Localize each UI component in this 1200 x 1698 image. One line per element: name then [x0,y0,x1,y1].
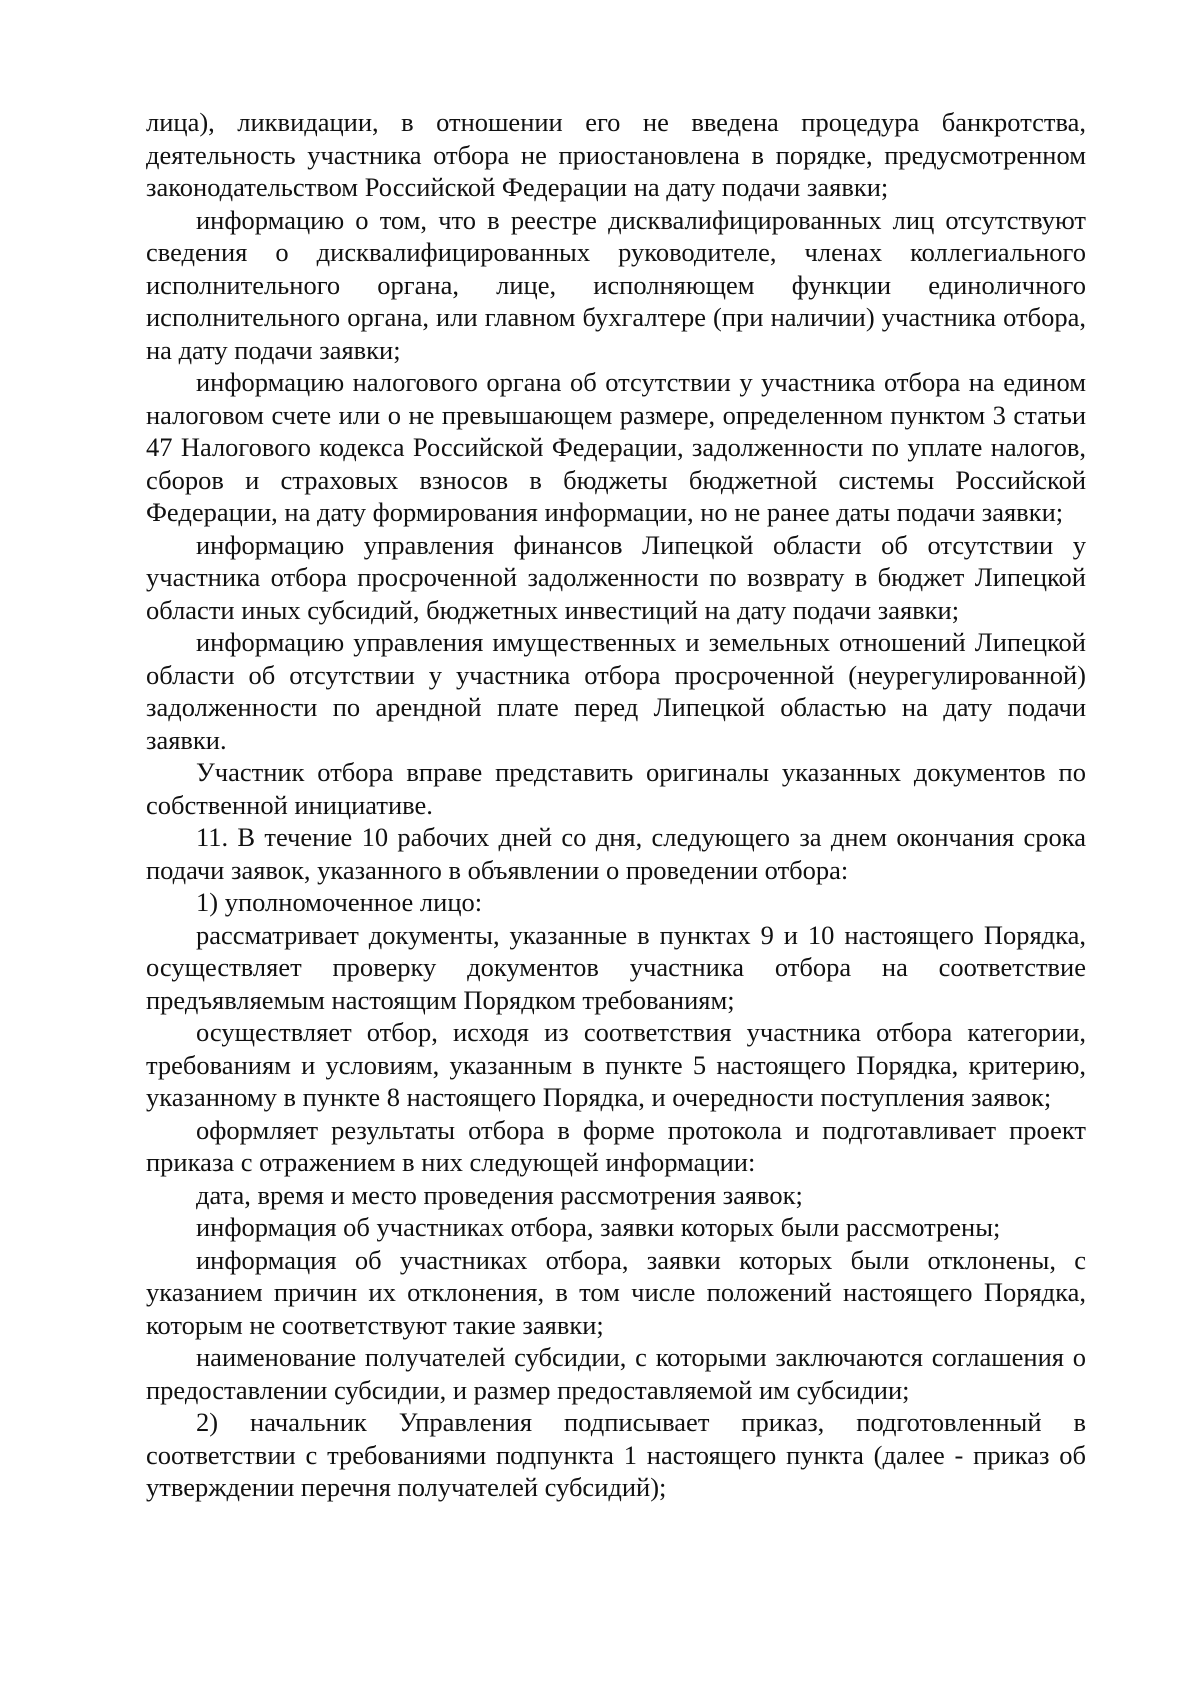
paragraph-rejected-applications: информация об участниках отбора, заявки которых были отклонены, с указанием причин их отклонения, в том числе положений настоящего Порядка, которым не соответствуют такие заявки; [146,1244,1086,1340]
document-body [146,106,1086,1504]
paragraph-property-department: информацию управления имущественных и земельных отношений Липецкой области об отсутствии у участника отбора просроченной (неурегулированной) задолженности по арендной плате перед Липецкой областью на дату подачи заявки. [146,627,1086,755]
paragraph-item-11: 11. В течение 10 рабочих дней со дня, следующего за днем окончания срока подачи заявок, указанного в объявлении о проведении отбора: [146,822,1086,885]
paragraph-subitem-2: 2) начальник Управления подписывает приказ, подготовленный в соответствии с требованиями подпункта 1 настоящего пункта (далее - приказ об утверждении перечня получателей субсидий); [146,1407,1086,1502]
paragraph-originals: Участник отбора вправе представить оригиналы указанных документов по собственной инициативе. [146,757,1086,820]
paragraph-selection: осуществляет отбор, исходя из соответствия участника отбора категории, требованиям и условиям, указанным в пункте 5 настоящего Порядка, критерию, указанному в пункте 8 настоящего Порядка, и очередности поступления заявок; [146,1017,1086,1112]
paragraph-tax-authority: информацию налогового органа об отсутствии у участника отбора на едином налоговом счете или о не превышающем размере, определенном пунктом 3 статьи 47 Налогового кодекса Российской Федерации, задолженности по уплате налогов, сборов и страховых взносов в бюджеты бюджетной системы Российской Федерации, на дату формирования информации, но не ранее даты подачи заявки; [146,367,1086,527]
paragraph-recipients: наименование получателей субсидии, с которыми заключаются соглашения о предоставлении субсидии, и размер предоставляемой им субсидии; [146,1342,1086,1405]
paragraph-disqualified-persons: информацию о том, что в реестре дисквалифицированных лиц отсутствуют сведения о дисквалифицированных руководителе, членах коллегиального исполнительного органа, лице, исполняющем функции единоличного исполнительного органа, или главном бухгалтере (при наличии) участника отбора, на дату подачи заявки; [146,204,1086,365]
paragraph-protocol: оформляет результаты отбора в форме протокола и подготавливает проект приказа с отражением в них следующей информации: [146,1114,1086,1177]
paragraph-continuation: лица), ликвидации, в отношении его не введена процедура банкротства, деятельность участника отбора не приостановлена в порядке, предусмотренном законодательством Российской Федерации на дату подачи заявки; [146,107,1086,202]
paragraph-reviews-documents: рассматривает документы, указанные в пунктах 9 и 10 настоящего Порядка, осуществляет проверку документов участника отбора на соответствие предъявляемым настоящим Порядком требованиям; [146,919,1086,1015]
paragraph-date-place: дата, время и место проведения рассмотрения заявок; [196,1179,803,1210]
paragraph-subitem-1: 1) уполномоченное лицо: [196,887,483,917]
paragraph-finance-department: информацию управления финансов Липецкой области об отсутствии у участника отбора просроченной задолженности по возврату в бюджет Липецкой области иных субсидий, бюджетных инвестиций на дату подачи заявки; [146,529,1086,625]
paragraph-reviewed-applications: информация об участниках отбора, заявки которых были рассмотрены; [196,1212,1001,1242]
